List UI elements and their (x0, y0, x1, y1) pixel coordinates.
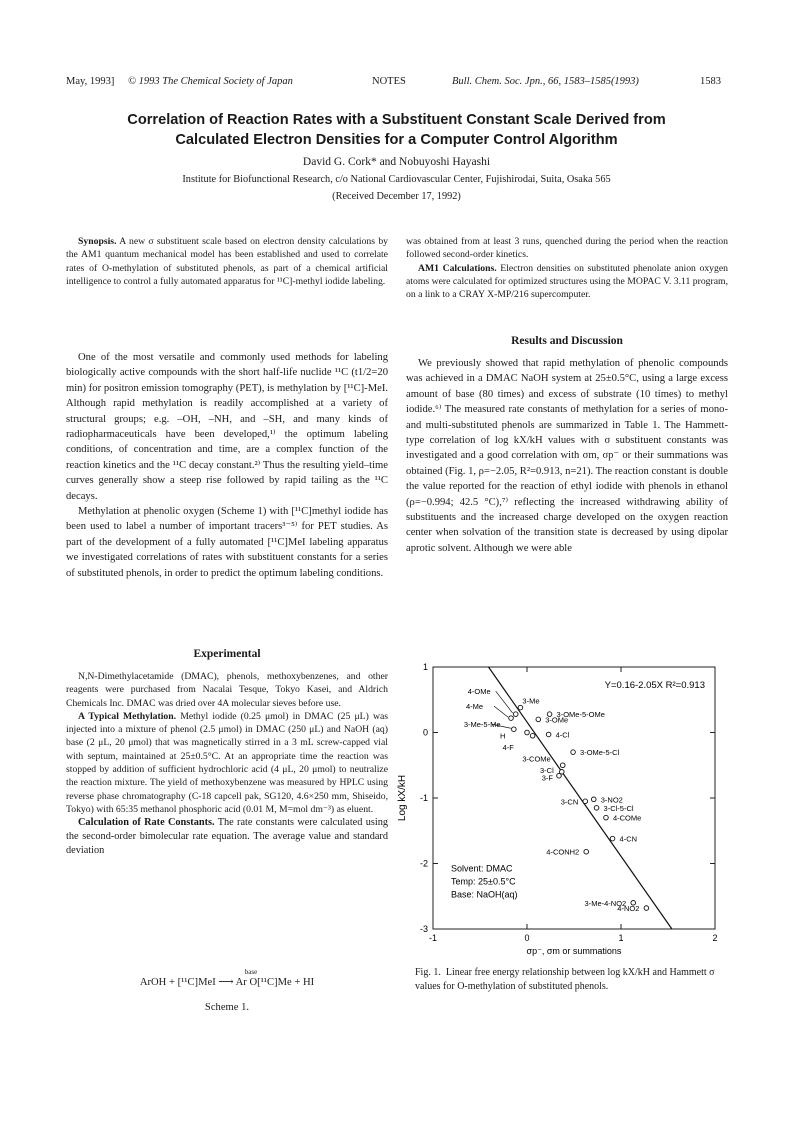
y-tick-label: -2 (419, 858, 428, 869)
header-section: NOTES (372, 76, 406, 87)
data-point (509, 716, 514, 721)
data-point (604, 815, 609, 820)
experimental-heading: Experimental (193, 648, 261, 660)
am1-text: Electron densities on substituted phenolate anion oxygen atoms were calculated for optimized structures using the MOPAC V. 3.11 program, on a link to a CRAY X-MP/216 supercomputer. (406, 262, 728, 301)
x-tick-label: 2 (712, 933, 718, 943)
data-point (513, 712, 518, 717)
synopsis-label: Synopsis. (78, 236, 117, 247)
rate-constants-label: Calculation of Rate Constants. (78, 817, 215, 829)
affiliation: Institute for Biofunctional Research, c/o National Cardiovascular Center, Fujishirodai, Suita, Osaka 565 (182, 174, 611, 185)
title-line-2: Calculated Electron Densities for a Computer Control Algorithm (175, 132, 618, 148)
experimental-paragraph-1: N,N-Dimethylacetamide (DMAC), phenols, methoxybenzenes, and other reagents were purchased from Nacalai Tesque, Tokyo Kasei, and Aldrich Chemicals Inc. DMAC was dried over 4A molecular sieves before use. (66, 671, 388, 709)
methylation-label: A Typical Methylation. (78, 710, 177, 722)
point-label: 3-COMe (522, 754, 551, 764)
data-point (546, 732, 551, 737)
x-tick-label: -1 (428, 933, 438, 943)
point-label: 3-OMe-5-OMe (556, 710, 605, 720)
condition-text: Base: NaOH(aq) (451, 889, 518, 900)
data-point (560, 763, 565, 768)
synopsis-text: A new σ substituent scale based on electron density calculations by the AM1 quantum mechanical model has been established and used to correlate rates of O-methylation of substituted phenols, as part of a chemical artificial intelligence to control a fully automated apparatus for ¹¹C]-methyl iodide labeling. (66, 236, 389, 287)
header-copyright: © 1993 The Chemical Society of Japan (128, 76, 293, 87)
point-label: 3-NO2 (600, 795, 623, 805)
point-label: 4-CONH2 (546, 847, 580, 857)
results-section (406, 356, 728, 556)
point-label: 4-CN (619, 834, 638, 844)
data-point (584, 849, 589, 854)
point-label: H (500, 731, 506, 741)
figure-1-caption (415, 966, 720, 994)
point-label: 3-Me-5-Me (463, 720, 501, 730)
data-point (591, 797, 596, 802)
figure-caption-text: Linear free energy relationship between log kX/kH and Hammett σ values for O-methylation of substituted phenols. (415, 967, 715, 992)
figure-1-chart (393, 655, 738, 957)
y-tick-label: -3 (419, 924, 428, 934)
data-point (571, 750, 576, 755)
results-heading: Results and Discussion (511, 335, 623, 347)
data-point (583, 799, 588, 804)
point-label: 4-F (502, 742, 514, 752)
data-point (518, 705, 523, 710)
point-label: 3-F (541, 773, 553, 783)
experimental-section (66, 670, 388, 858)
scheme-caption: Scheme 1. (204, 1002, 250, 1013)
x-axis-label: σp⁻, σm or summations (526, 946, 622, 956)
header-citation: Bull. Chem. Soc. Jpn., 66, 1583–1585(1993) (452, 76, 639, 87)
point-label: 3-Cl (540, 765, 554, 775)
point-label: 4-Cl (555, 730, 570, 740)
data-point (610, 836, 615, 841)
point-label: 3-CN (560, 797, 579, 807)
data-point (594, 806, 599, 811)
header-page-number: 1583 (700, 76, 721, 87)
y-tick-label: 1 (422, 662, 428, 672)
synopsis (66, 235, 388, 288)
intro-paragraph-2: Methylation at phenolic oxygen (Scheme 1) with [¹¹C]methyl iodide has been used to label a number of important tracers³⁻⁵⁾ for PET studies. As part of the development of a fully automated [¹¹C]MeI labeling apparatus we investigated correlations of rates with substituent constants for a series of substituted phenols, in order to predict the optimum labeling conditions. (66, 506, 388, 579)
condition-text: Temp: 25±0.5°C (451, 876, 516, 887)
y-axis-label: Log kX/kH (397, 774, 408, 822)
point-label: 4-NO2 (617, 904, 640, 914)
point-label: 3-Me (522, 696, 540, 706)
scheme-equation: ArOH + [¹¹C]MeI ⟶ Ar O[¹¹C]Me + HI (139, 977, 315, 988)
header-date: May, 1993] (66, 76, 115, 87)
data-point (512, 727, 517, 732)
data-point (536, 717, 541, 722)
x-tick-label: 0 (524, 933, 530, 943)
right-paragraph-0: was obtained from at least 3 runs, quenched during the period when the reaction followed second-order kinetics. (406, 236, 728, 261)
plot-area (397, 662, 718, 956)
introduction (66, 350, 388, 581)
figure-caption-label: Fig. 1. (415, 967, 441, 978)
y-tick-label: -1 (419, 793, 428, 803)
am1-label: AM1 Calculations. (418, 262, 497, 274)
point-label: 3-Cl-5-Cl (603, 803, 634, 813)
point-label: 4-COMe (612, 813, 642, 823)
point-label: 4-OMe (467, 687, 491, 697)
rate-constants-text: The rate constants were calculated using the second-order bimolecular rate equation. The average value and standard deviation (66, 817, 389, 857)
data-point (557, 773, 562, 778)
point-label: 4-Me (466, 702, 484, 712)
results-paragraph-1: We previously showed that rapid methylation of phenolic compounds was achieved in a DMAC NaOH system at 25±0.5°C, using a large excess amount of base (80 times) and excess of substrate (10 times) to methyl iodide.⁶⁾ The measured rate constants of methylation for a series of mono- and multi-substituted phenols are summarized in Table 1. The Hammett-type correlation of log kX/kH values with σ substituent constants was investigated and a good correlation with σm, σp⁻ or their summations was obtained (Fig. 1, ρ=−2.05, R²=0.913, n=21). The reaction constant is double the value reported for the reaction of ethyl iodide with phenols in ethanol (ρ=−0.994; 42.5 °C),⁷⁾ reflecting the increased withdrawing ability of substituents and the increased charge developed on the oxygen reaction center when solvation of the transition state is decreased by using dipolar aprotic solvent. Although we were able (406, 358, 728, 554)
point-label: 3-Me-4-NO2 (584, 898, 627, 908)
intro-paragraph-1: One of the most versatile and commonly used methods for labeling biologically active compounds with the short half-life nuclide ¹¹C (t1/2=20 min) for positron emission tomography (PET), is methylation by [¹¹C]-MeI. Although rapid methylation is readily accomplished at a variety of structural groups; e.g. –OH, –NH, and –SH, and many kinds of radiopharmaceuticals have been developed,¹⁾ the optimum labeling conditions, of concentration and time, are a complex function of the reaction kinetics and the ¹¹C decay constant.²⁾ Thus the resulting yield–time curves generally show a steep rise followed by rapid tailing as the ¹¹C decays. (66, 352, 388, 502)
right-column-top (406, 235, 728, 301)
title-line-1: Correlation of Reaction Rates with a Substituent Constant Scale Derived from (127, 112, 666, 128)
scheme-arrow-label: base (244, 968, 258, 976)
data-point (525, 730, 530, 735)
y-tick-label: 0 (422, 727, 428, 738)
condition-text: Solvent: DMAC (451, 863, 513, 874)
data-point (644, 906, 649, 911)
data-point (530, 733, 535, 738)
point-label: 3-OMe-5-Cl (580, 748, 620, 758)
fit-equation: Y=0.16-2.05X R²=0.913 (604, 680, 705, 691)
point-pointer-line (494, 706, 508, 717)
point-label: 3-OMe (545, 715, 569, 725)
article-title (0, 110, 793, 150)
authors: David G. Cork* and Nobuyoshi Hayashi (302, 156, 491, 168)
methylation-text: Methyl iodide (0.25 μmol) in DMAC (25 μL) was injected into a mixture of phenol (2.5 μmol) in DMAC (250 μL) and NaOH (aq) base (2 μL, 20 μmol) that was magnetically stirred in a 3 mL screw-capped vial with septum, maintained at 25±0.5°C. At an appropriate time the reaction was stopped by addition of sufficient hydrochloric acid (4 μL, 20 μmol) to neutralize the reaction mixture. The yield of methoxybenzene was measured by HPLC using reverse phase chromatography (C-18 capcell pak, SG120, 4.6×250 mm, Shiseido, Tokyo) with 65:35 methanol phosphoric acid (0.01 M, M=mol dm⁻³) as eluent. (66, 710, 389, 815)
x-tick-label: 1 (618, 933, 624, 943)
received-date: (Received December 17, 1992) (332, 191, 461, 202)
